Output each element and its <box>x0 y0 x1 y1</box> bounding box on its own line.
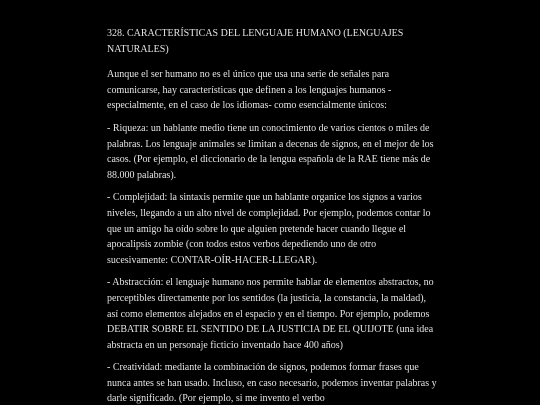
paragraph-creatividad: - Creatividad: mediante la combinación de signos, podemos formar frases que nunca antes se han usado. Incluso, en caso necesario, podemos inventar palabras y darle significado. (Por ejemplo, si me invento el verbo <box>107 362 437 405</box>
document-title: 328. CARACTERÍSTICAS DEL LENGUAJE HUMANO (LENGUAJES NATURALES) <box>107 28 404 55</box>
document-body <box>107 26 437 405</box>
paragraph-intro: Aunque el ser humano no es el único que usa una serie de señales para comunicarse, hay características que definen a los lenguajes humanos - especialmente, en el caso de los idiomas- como esencialmente únicos: <box>107 69 392 112</box>
paragraph-abstraccion: - Abstracción: el lenguaje humano nos permite hablar de elementos abstractos, no perceptibles directamente por los sentidos (la justicia, la constancia, la maldad), así como elementos alejados en el espacio y en el tiempo. Por ejemplo, podemos DEBATIR SOBRE EL SENTIDO DE LA JUSTICIA DE EL QUIJOTE (una idea abstracta en un personaje ficticio inventado hace 400 años) <box>107 277 434 351</box>
paragraph-riqueza: - Riqueza: un hablante medio tiene un conocimiento de varios cientos o miles de palabras. Los lenguaje animales se limitan a decenas de signos, en el mejor de los casos. (Por ejemplo, el diccionario de la lengua española de la RAE tiene más de 88.000 palabras). <box>107 122 434 181</box>
paragraph-complejidad: - Complejidad: la sintaxis permite que un hablante organice los signos a varios niveles, llegando a un alto nivel de complejidad. Por ejemplo, podemos contar lo que un amigo ha oído sobre lo que alguien pretende hacer cuando llegue el apocalipsis zombie (con todos estos verbos depediendo uno de otro sucesivamente: CONTAR-OÍR-HACER-LLEGAR). <box>107 192 431 266</box>
